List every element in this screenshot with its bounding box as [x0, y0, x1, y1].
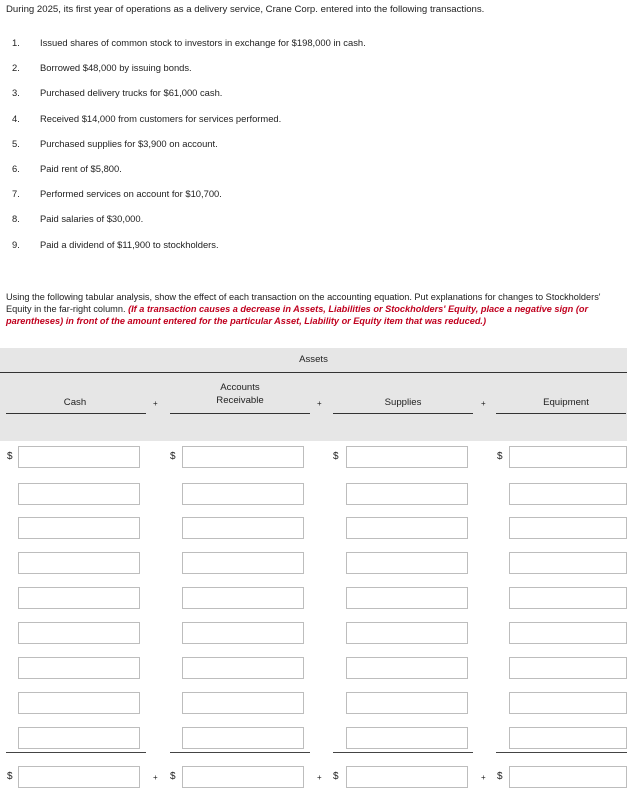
assets-header: [0, 348, 627, 373]
header-divider: [6, 413, 146, 414]
item-number: 1.: [12, 37, 20, 48]
list-item: [12, 138, 366, 163]
ar-input-row-6[interactable]: [182, 622, 304, 644]
supplies-input-row-9[interactable]: [346, 727, 468, 749]
ar-header-line2: Receivable: [216, 395, 264, 406]
cash-input-row-3[interactable]: [18, 517, 140, 539]
list-item: [12, 87, 366, 112]
supplies-input-row-6[interactable]: [346, 622, 468, 644]
equipment-input-row-5[interactable]: [509, 587, 627, 609]
item-number: 6.: [12, 162, 20, 174]
item-number: 2.: [12, 62, 20, 74]
equipment-input-row-9[interactable]: [509, 727, 627, 749]
ar-total-input[interactable]: [182, 766, 304, 788]
assets-label: Assets: [299, 354, 328, 365]
item-number: 9.: [12, 238, 20, 250]
item-number: 4.: [12, 112, 20, 124]
plus-sign: +: [153, 773, 158, 782]
equipment-input-row-1[interactable]: [509, 446, 627, 468]
supplies-input-row-4[interactable]: [346, 552, 468, 574]
ar-input-row-5[interactable]: [182, 587, 304, 609]
instructions: [6, 291, 626, 327]
accounts-receivable-column-header: [175, 381, 305, 407]
cash-input-row-8[interactable]: [18, 692, 140, 714]
ar-input-row-7[interactable]: [182, 657, 304, 679]
item-text: Paid a dividend of $11,900 to stockholders.: [40, 238, 219, 250]
supplies-input-row-1[interactable]: [346, 446, 468, 468]
dollar-sign: $: [7, 771, 13, 782]
total-line: [496, 752, 627, 753]
dollar-sign: $: [497, 451, 503, 462]
ar-input-row-9[interactable]: [182, 727, 304, 749]
item-number: 7.: [12, 188, 20, 200]
cash-input-row-2[interactable]: [18, 483, 140, 505]
list-item: [12, 113, 366, 138]
item-text: Paid rent of $5,800.: [40, 162, 122, 174]
dollar-sign: $: [333, 451, 339, 462]
cash-input-row-6[interactable]: [18, 622, 140, 644]
plus-sign: +: [481, 773, 486, 782]
supplies-input-row-2[interactable]: [346, 483, 468, 505]
supplies-column-header: Supplies: [384, 397, 422, 408]
header-divider: [170, 413, 310, 414]
list-item: [12, 37, 366, 62]
cash-input-row-1[interactable]: [18, 446, 140, 468]
equipment-input-row-4[interactable]: [509, 552, 627, 574]
ar-input-row-8[interactable]: [182, 692, 304, 714]
total-line: [6, 752, 146, 753]
cash-input-row-4[interactable]: [18, 552, 140, 574]
ar-input-row-3[interactable]: [182, 517, 304, 539]
header-divider: [496, 413, 626, 414]
plus-sign: +: [481, 399, 486, 408]
dollar-sign: $: [333, 771, 339, 782]
list-item: [12, 188, 366, 213]
instructions-note: (If a transaction causes a decrease in Assets, Liabilities or Stockholders' Equity, place a negative sign (or parentheses) in front of the amount entered for the particular Asset, Liability or Equity item that was reduced.): [6, 304, 589, 326]
ar-input-row-4[interactable]: [182, 552, 304, 574]
plus-sign: +: [317, 399, 322, 408]
supplies-input-row-3[interactable]: [346, 517, 468, 539]
item-text: Received $14,000 from customers for services performed.: [40, 112, 282, 124]
item-number: 3.: [12, 87, 20, 99]
cash-input-row-5[interactable]: [18, 587, 140, 609]
item-text: Paid salaries of $30,000.: [40, 213, 144, 225]
header-divider: [333, 413, 473, 414]
equipment-input-row-7[interactable]: [509, 657, 627, 679]
cash-input-row-7[interactable]: [18, 657, 140, 679]
cash-total-input[interactable]: [18, 766, 140, 788]
list-item: [12, 163, 366, 188]
item-text: Issued shares of common stock to investors in exchange for $198,000 in cash.: [40, 37, 366, 48]
equipment-input-row-8[interactable]: [509, 692, 627, 714]
item-text: Borrowed $48,000 by issuing bonds.: [40, 62, 192, 74]
item-number: 8.: [12, 213, 20, 225]
transaction-list: [12, 37, 366, 264]
equipment-input-row-3[interactable]: [509, 517, 627, 539]
supplies-total-input[interactable]: [346, 766, 468, 788]
intro-text: During 2025, its first year of operations as a delivery service, Crane Corp. entered into the following transactions.: [6, 4, 485, 15]
item-text: Purchased delivery trucks for $61,000 cash.: [40, 87, 223, 99]
dollar-sign: $: [7, 451, 13, 462]
ar-header-line1: Accounts: [220, 382, 260, 393]
supplies-input-row-7[interactable]: [346, 657, 468, 679]
list-item: [12, 213, 366, 238]
instructions-text: Using the following tabular analysis, show the effect of each transaction on the accounting equation. Put explanations for changes to Stockholders' Equity in the far-right column.: [6, 292, 601, 314]
cash-column-header: Cash: [63, 397, 87, 408]
ar-input-row-2[interactable]: [182, 483, 304, 505]
equipment-total-input[interactable]: [509, 766, 627, 788]
list-item: [12, 239, 366, 264]
cash-input-row-9[interactable]: [18, 727, 140, 749]
plus-sign: +: [153, 399, 158, 408]
supplies-input-row-8[interactable]: [346, 692, 468, 714]
equipment-column-header: Equipment: [543, 397, 589, 408]
list-item: [12, 62, 366, 87]
item-text: Purchased supplies for $3,900 on account.: [40, 137, 218, 149]
ar-input-row-1[interactable]: [182, 446, 304, 468]
plus-sign: +: [317, 773, 322, 782]
item-text: Performed services on account for $10,700.: [40, 188, 222, 200]
equipment-input-row-6[interactable]: [509, 622, 627, 644]
dollar-sign: $: [497, 771, 503, 782]
dollar-sign: $: [170, 451, 176, 462]
total-line: [333, 752, 473, 753]
total-line: [170, 752, 310, 753]
supplies-input-row-5[interactable]: [346, 587, 468, 609]
item-number: 5.: [12, 137, 20, 149]
equipment-input-row-2[interactable]: [509, 483, 627, 505]
dollar-sign: $: [170, 771, 176, 782]
